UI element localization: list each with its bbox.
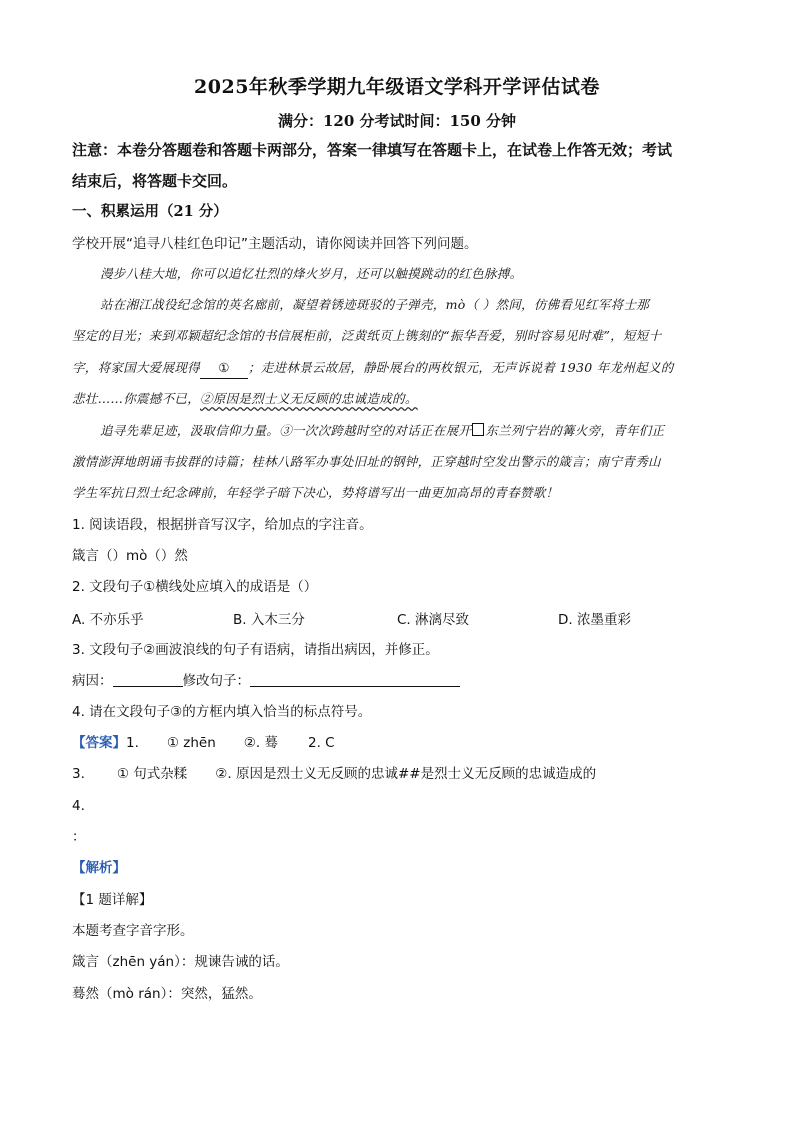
blank-1: ① [200,358,248,379]
cause-blank [113,672,183,687]
answer-2: 2. C [307,735,335,751]
passage-p2-l4-start: 悲壮……你震撼不已， [72,391,201,406]
question-1-line: 箴言（）mò（）然 [72,548,188,564]
intro-text: 学校开展“追寻八桂红色印记”主题活动，请你阅读并回答下列问题。 [72,236,478,252]
answer-1-part-1: ① zhēn [166,735,216,751]
analysis-sub-heading: 【1 题详解】 [72,892,153,908]
notice-line-1: 注意：本卷分答题卷和答题卡两部分，答案一律填写在答题卡上，在试卷上作答无效；考试 [72,141,673,159]
passage-p3-l3: 学生军抗日烈士纪念碑前，年轻学子暗下决心，势将谱写出一曲更加高昂的青春赞歌！ [72,485,559,500]
answer-1-num: 1. [126,735,139,751]
punctuation-box [472,423,484,436]
analysis-line-1: 本题考查字音字形。 [72,923,194,939]
question-1: 1. 阅读语段，根据拼音写汉字，给加点的字注音。 [72,517,373,533]
question-3-answer-line [72,671,724,691]
answer-tag: 【答案】 [72,735,126,751]
option-d: D. 浓墨重彩 [558,612,631,628]
fix-blank [250,672,460,687]
answer-4-num: 4. [72,798,85,814]
answer-4-colon: ： [72,829,86,845]
analysis-tag: 【解析】 [72,860,126,876]
passage-p2-l4 [72,389,724,409]
section-heading: 一、积累运用（21 分） [72,203,228,220]
analysis-line-3: 蓦然（mò rán）：突然，猛然。 [72,986,262,1002]
passage-p3-l2: 激情澎湃地朗诵韦拔群的诗篇；桂林八路军办事处旧址的钢钟，正穿越时空发出警示的箴言；南宁青秀山 [72,454,661,469]
passage-p2-l3-end: ；走进林景云故居，静卧展台的两枚银元，无声诉说着 1930 年龙州起义的 [248,360,674,375]
passage-p3-l1 [72,421,752,441]
answer-line-3 [72,764,724,784]
answer-1-part-2: ②. 蓦 [243,735,278,751]
passage-p2-l2: 坚定的目光；来到邓颖超纪念馆的书信展柜前，泛黄纸页上镌刻的“振华吾爱，别时容易见时难”，短短十 [72,328,662,343]
question-2: 2. 文段句子①横线处应填入的成语是（） [72,579,318,595]
passage-p2-l3-start: 字，将家国大爱展现得 [72,360,201,375]
passage-p3-l1-end: 东兰列宁岩的篝火旁，青年们正 [485,423,665,438]
fix-label: 修改句子： [182,673,250,689]
passage-p2-l1: 站在湘江战役纪念馆的英名廊前，凝望着锈迹斑驳的子弹壳，mò（ ）然间，仿佛看见红军将士那 [100,297,650,312]
question-3: 3. 文段句子②画波浪线的句子有语病，请指出病因，并修正。 [72,642,439,658]
passage-p2-l3 [72,358,724,379]
exam-subtitle: 满分：120 分考试时间：150 分钟 [277,112,517,130]
answer-line-1 [72,733,724,753]
answer-3-part-2: ②. 原因是烈士义无反顾的忠诚##是烈士义无反顾的忠诚造成的 [215,766,597,782]
passage-p3-l1-start: 追寻先辈足迹，汲取信仰力量。③一次次跨越时空的对话正在展开 [100,423,472,438]
notice-line-2: 结束后，将答题卡交回。 [72,172,238,190]
cause-label: 病因： [72,673,113,689]
page-title: 2025年秋季学期九年级语文学科开学评估试卷 [194,76,600,98]
analysis-line-2: 箴言（zhēn yán）：规谏告诫的话。 [72,954,289,970]
question-4: 4. 请在文段句子③的方框内填入恰当的标点符号。 [72,704,372,720]
answer-3-part-1: ① 句式杂糅 [116,766,188,782]
passage-p1: 漫步八桂大地，你可以追忆壮烈的烽火岁月，还可以触摸跳动的红色脉搏。 [100,266,523,281]
option-b: B. 入木三分 [233,612,305,628]
option-c: C. 淋漓尽致 [397,612,470,628]
option-a: A. 不亦乐乎 [72,612,144,628]
wavy-sentence-2: ②原因是烈士义无反顾的忠诚造成的。 [200,391,418,406]
answer-3-num: 3. [72,766,85,782]
